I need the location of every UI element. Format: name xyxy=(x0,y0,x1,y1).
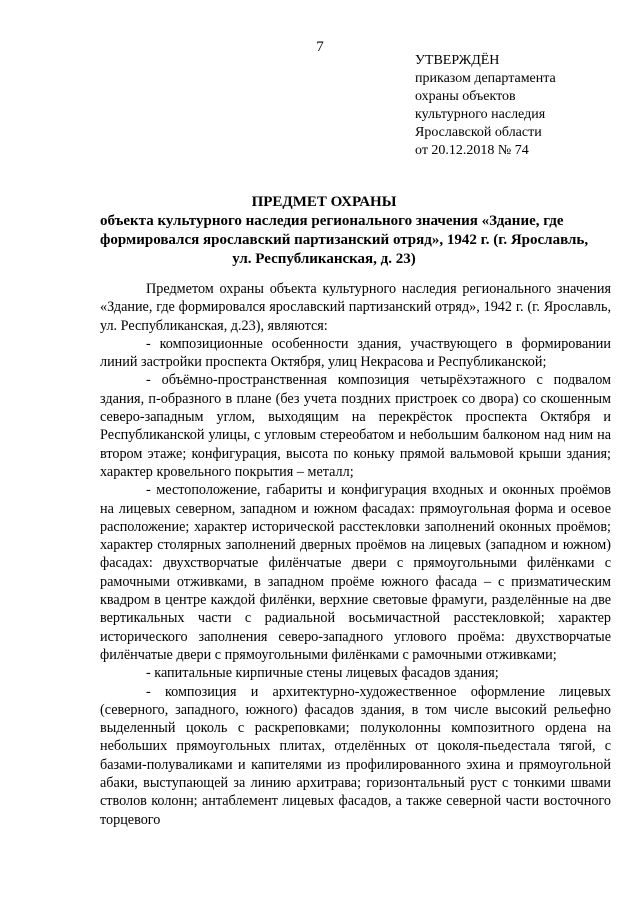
approval-line: приказом департамента xyxy=(415,71,556,86)
approval-stamp xyxy=(415,52,625,160)
approval-line: охраны объектов xyxy=(415,89,516,104)
document-title xyxy=(100,193,589,269)
body-paragraph: - капитальные кирпичные стены лицевых фасадов здания; xyxy=(146,665,499,682)
body-paragraph: - объёмно-пространственная композиция четырёхэтажного с подвалом здания, п-образного в плане (без учета поздних пристроек со двора) со скошенным северо-западным углом, выходящим на перекрёсток проспекта Октября и Республиканской улицы, с угловым стереобатом и небольшим балконом над ним на втором этаже; конфигурация, высота по коньку прямой вальмовой крыши здания; характер кровельного покрытия – металл; xyxy=(100,372,611,480)
title-heading: ПРЕДМЕТ ОХРАНЫ xyxy=(251,194,397,210)
title-subtitle-line: формировался ярославский партизанский отряд», 1942 г. (г. Ярославль, xyxy=(100,232,589,248)
approval-line: УТВЕРЖДЁН xyxy=(415,53,500,68)
page-number: 7 xyxy=(316,39,324,55)
approval-line: культурного наследия xyxy=(415,107,546,122)
document-body xyxy=(100,280,611,829)
body-paragraph: - композиция и архитектурно-художественное оформление лицевых (северного, западного, южного) фасадов здания, в том числе высокий рельефно выделенный цоколь с раскреповками; полуколонны композитного ордена на небольших прямоугольных плитах, отделённых от цоколя-пьедестала тягой, с базами-полувaликами и капителями из профилированного эхина и прямоугольной абаки, выступающей за линию архитрава; горизонтальный руст с тонкими швами стволов колонн; антаблемент лицевых фасадов, а также северной части восточного торцевого xyxy=(100,683,611,828)
title-subtitle-line: ул. Республиканская, д. 23) xyxy=(232,251,416,267)
approval-line: Ярославской области xyxy=(415,125,542,140)
body-paragraph: Предметом охраны объекта культурного наследия регионального значения «Здание, где формировался ярославский партизанский отряд», 1942 г. (г. Ярославль, ул. Республиканская, д.23), являются: xyxy=(100,281,611,334)
body-paragraph: - местоположение, габариты и конфигурация входных и оконных проёмов на лицевых северном, западном и южном фасадах: прямоугольная форма и осевое расположение; характер исторической расстекловки заполнений оконных проёмов; характер столярных заполнений дверных проёмов на лицевых (западном и южном) фасадах: двухстворчатые филёнчатые двери с прямоугольными филёнками с рамочными отживками, в западном проёме южного фасада – с призматическим квадром в центре каждой филёнки, верхние световые фрамуги, разделённые на две вертикальных части с радиальной восьмичастной расстекловкой; характер исторического заполнения северо-западного углового проёма: двухстворчатые филёнчатые двери с прямоугольными филёнками с рамочными отживками; xyxy=(100,482,611,663)
title-subtitle-line: объекта культурного наследия регионального значения «Здание, где xyxy=(100,213,564,229)
approval-line: от 20.12.2018 № 74 xyxy=(415,143,529,158)
body-paragraph: - композиционные особенности здания, участвующего в формировании линий застройки проспекта Октября, улиц Некрасова и Республиканской; xyxy=(100,335,611,371)
